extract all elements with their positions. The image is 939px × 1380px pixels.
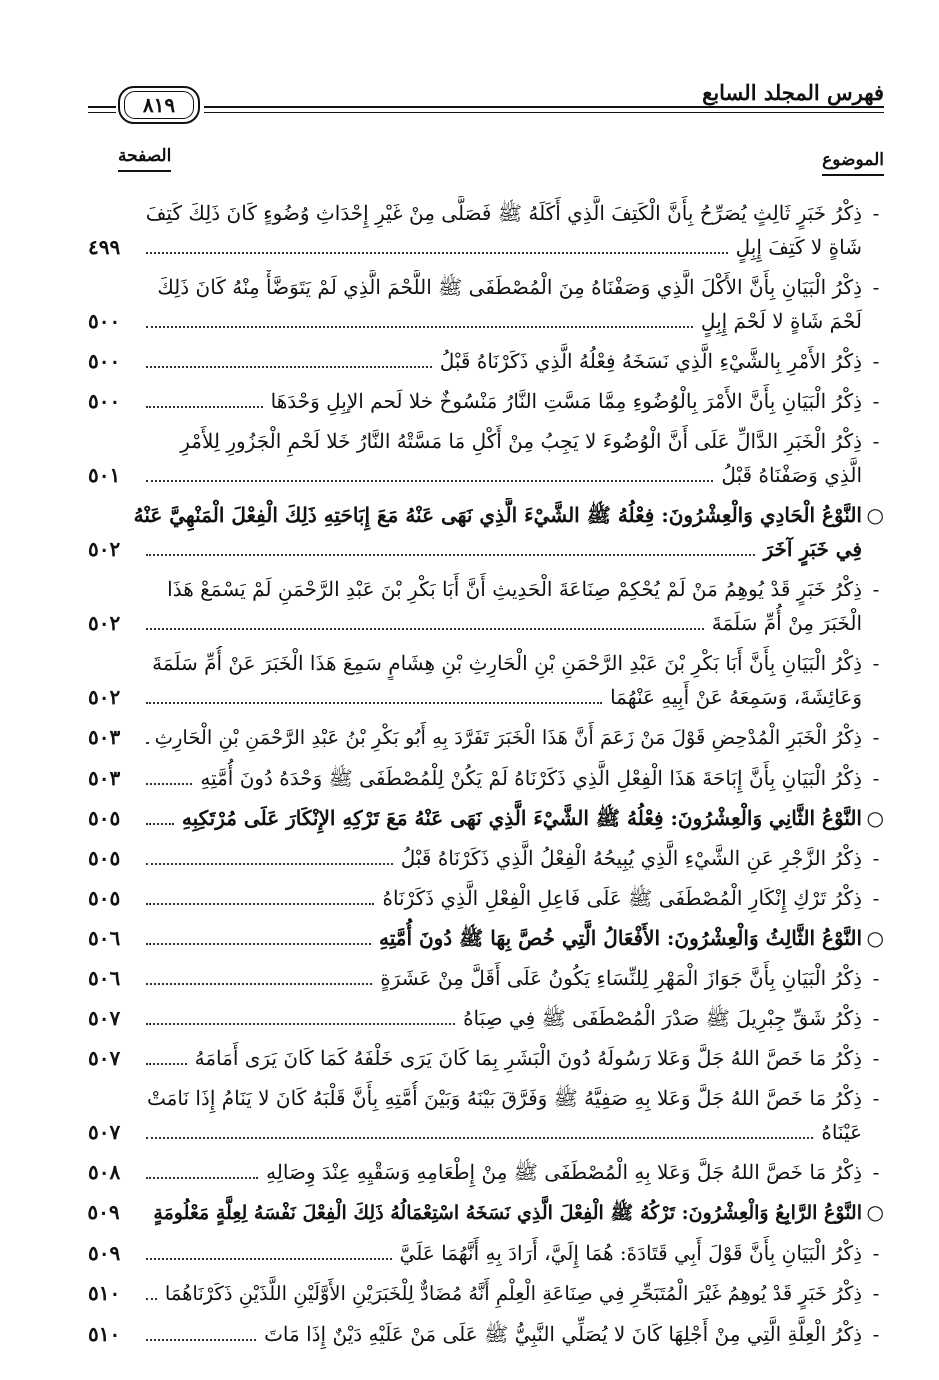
entry-text: النَّوْعُ الثَّالِثُ وَالْعِشْرُونَ: الأَفْعَالُ الَّتِي خُصَّ بِهَا ﷺ دُونَ أُمَّتِهِ: [378, 926, 862, 950]
dash-marker: -: [872, 651, 880, 675]
entry-page-number: ٥٠٦: [88, 926, 121, 950]
index-entry: [88, 961, 884, 995]
entry-page-number: ٥٠٢: [88, 685, 121, 709]
header-rule: [88, 106, 116, 108]
entry-text: ذِكْرُ شَقِّ جِبْرِيلَ ﷺ صَدْرَ الْمُصْطَفَى ﷺ فِي صِبَاهُ: [463, 1006, 862, 1030]
dash-marker: -: [872, 389, 880, 413]
header-rule: [204, 106, 884, 108]
entry-page-number: ٥٠٠: [88, 349, 121, 373]
index-entry: [88, 384, 884, 418]
dot-leader: [146, 251, 728, 254]
entry-text: ذِكْرُ خَبَرٍ قَدْ يُوهِمُ غَيْرَ الْمُتَبَحِّرِ فِي صِنَاعَةِ الْعِلْمِ أَنَّهُ مُضَادٌّ لِلْخَبَرَيْنِ الأَوَّلَيْنِ اللَّذَيْنِ ذَكَرْنَاهُمَا: [164, 1282, 862, 1305]
entry-page-number: ٥٠٩: [87, 1200, 120, 1224]
header-rule: [204, 112, 884, 113]
section-bullet-icon: ○: [866, 503, 884, 527]
entry-page-number: ٤٩٩: [88, 235, 121, 259]
section-bullet-icon: ○: [866, 806, 884, 830]
dot-leader: [146, 982, 372, 985]
dot-leader: [146, 701, 602, 704]
dot-leader: [146, 365, 432, 368]
dash-marker: -: [872, 1046, 880, 1070]
entry-text: النَّوْعُ الثَّانِي وَالْعِشْرُونَ: فِعْلُهُ ﷺ الشَّيْءَ الَّذِي نَهَى عَنْهُ مَعَ تَرْكِهِ الإِنْكَارَ عَلَى مُرْتَكِبِهِ: [181, 806, 862, 830]
dash-marker: -: [872, 966, 880, 990]
entry-page-number: ٥٠٩: [88, 1241, 121, 1265]
index-entry: [88, 646, 884, 714]
entry-text: ذِكْرُ الْبَيَانِ بِأَنَّ أَبَا بَكْرِ بْنَ عَبْدِ الرَّحْمَنِ بْنِ الْحَارِثِ بْنِ هِشَامٍ سَمِعَ هَذَا الْخَبَرَ عَنْ أُمِّ سَلَمَةَ: [152, 651, 862, 675]
dot-leader: [146, 325, 693, 328]
entry-text: ذِكْرُ خَبَرٍ قَدْ يُوهِمُ مَنْ لَمْ يُحْكِمْ صِنَاعَةَ الْحَدِيثِ أَنَّ أَبَا بَكْرِ بْنَ عَبْدِ الرَّحْمَنِ لَمْ يَسْمَعْ هَذَا: [167, 577, 862, 601]
index-entry: [88, 1081, 884, 1149]
index-entry: [88, 1155, 884, 1189]
dot-leader: [146, 1022, 455, 1025]
entry-page-number: ٥٠٢: [88, 537, 121, 561]
dash-marker: -: [872, 429, 880, 453]
entry-text: ذِكْرُ الْبَيَانِ بِأَنَّ جَوَازَ الْمَهْرِ لِلنِّسَاءِ يَكُونُ عَلَى أَقَلَّ مِنْ عَشَرَةٍ: [380, 966, 862, 990]
entry-text: ذِكْرُ مَا خَصَّ اللهُ جَلَّ وَعَلا رَسُولَهُ دُونَ الْبَشَرِ بِمَا كَانَ يَرَى خَلْفَهُ كَمَا كَانَ يَرَى أَمَامَهُ: [194, 1046, 862, 1070]
index-entry: [88, 761, 884, 795]
entry-page-number: ٥٠٢: [88, 611, 121, 635]
dash-marker: -: [872, 275, 880, 299]
dash-marker: -: [872, 886, 880, 910]
column-labels: [88, 146, 884, 186]
entry-page-number: ٥٠٧: [88, 1120, 121, 1144]
entry-text: ذِكْرُ الْبَيَانِ بِأَنَّ الأَمْرَ بِالْوُضُوءِ مِمَّا مَسَّتِ النَّارُ مَنْسُوخٌ خلا لَحم الإبِلِ وَحْدَهَا: [270, 389, 862, 413]
entry-text: ذِكْرُ الْبَيَانِ بِأَنَّ قَوْلَ أَبِي قَتَادَةَ: هُمَا إِلَيَّ، أَرَادَ بِهِ أَنَّهُمَا عَلَيَّ: [399, 1241, 862, 1265]
index-entry: [88, 572, 884, 640]
index-entry: [88, 881, 884, 915]
dash-marker: -: [872, 1322, 880, 1346]
index-section-entry: [88, 921, 884, 955]
index-entry: [88, 720, 884, 755]
dot-leader: [146, 822, 174, 825]
entry-page-number: ٥٠٦: [88, 966, 121, 990]
entry-text: لَحْمَ شَاةٍ لا لَحْمَ إِبِلٍ: [700, 309, 862, 333]
index-section-entry: [88, 801, 884, 835]
entry-text: ذِكْرُ تَرْكِ إِنْكَارِ الْمُصْطَفَى ﷺ عَلَى فَاعِلِ الْفِعْلِ الَّذِي ذَكَرْنَاهُ: [382, 886, 862, 910]
entry-text: وَعَائِشَةَ، وَسَمِعَهُ عَنْ أَبِيهِ عَنْهُمَا: [610, 685, 862, 709]
index-entry: [88, 1236, 884, 1270]
index-entry: [88, 1041, 884, 1075]
index-entry: [88, 270, 884, 338]
entry-text: فِي خَبَرٍ آخَرَ: [763, 537, 862, 561]
entry-text: النَّوْعُ الْحَادِي وَالْعِشْرُونَ: فِعْلُهُ ﷺ الشَّيْءَ الَّذِي نَهَى عَنْهُ مَعَ إِبَاحَتِهِ ذَلِكَ الْفِعْلَ الْمَنْهِيَّ عَنْهُ: [133, 503, 862, 527]
entry-page-number: ٥٠٥: [88, 846, 121, 870]
entry-page-number: ٥٠٧: [88, 1006, 121, 1030]
dot-leader: [146, 1176, 258, 1179]
dot-leader: [146, 902, 374, 905]
entry-text: ذِكْرُ الْبَيَانِ بِأَنَّ الأَكْلَ الَّذِي وَصَفْنَاهُ مِنَ الْمُصْطَفَى ﷺ اللَّحْمَ الَّذِي لَمْ يَتَوَضَّأْ مِنْهُ كَانَ ذَلِكَ: [157, 275, 862, 299]
entry-text: ذِكْرُ الْخَبَرِ الدَّالِّ عَلَى أَنَّ الْوُضُوءَ لا يَجِبُ مِنْ أَكْلِ مَا مَسَّتْهُ النَّارُ خَلا لَحْمِ الْجَزُورِ لِلأَمْرِ: [180, 429, 862, 453]
entry-text: عَيْنَاهُ: [821, 1120, 862, 1144]
entry-page-number: ٥٠٥: [88, 886, 121, 910]
entry-text: ذِكْرُ الزَّجْرِ عَنِ الشَّيْءِ الَّذِي يُبِيحُهُ الْفِعْلُ الَّذِي ذَكَرْنَاهُ قَبْلُ: [400, 846, 862, 870]
page-header: [88, 78, 884, 128]
dot-leader: [146, 1338, 256, 1341]
entry-text: ذِكْرُ مَا خَصَّ اللهُ جَلَّ وَعَلا بِهِ صَفِيَّهُ ﷺ وَفَرَّقَ بَيْنَهُ وَبَيْنَ أُمَّتِهِ بِأَنَّ قَلْبَهُ كَانَ لا يَنَامُ إِذَا نَامَتْ: [146, 1086, 862, 1110]
dash-marker: -: [872, 1160, 880, 1184]
dot-leader: [146, 782, 192, 785]
entry-page-number: ٥٠٠: [88, 389, 121, 413]
dash-marker: -: [872, 577, 880, 601]
dot-leader: [146, 627, 704, 630]
entry-text: ذِكْرُ الْخَبَرِ الْمُدْحِضِ قَوْلَ مَنْ زَعَمَ أَنَّ هَذَا الْخَبَرَ تَفَرَّدَ بِهِ أَبُو بَكْرِ بْنُ عَبْدِ الرَّحْمَنِ بْنِ الْحَارِثِ: [154, 726, 862, 749]
dash-marker: -: [872, 1241, 880, 1265]
entry-page-number: ٥١٠: [88, 1281, 121, 1305]
index-entry: [88, 424, 884, 492]
section-bullet-icon: ○: [866, 1200, 884, 1224]
entry-text: ذِكْرُ الْبَيَانِ بِأَنَّ إِبَاحَةَ هَذَا الْفِعْلِ الَّذِي ذَكَرْنَاهُ لَمْ يَكُنْ لِلْمُصْطَفَى ﷺ وَحْدَهُ دُونَ أُمَّتِهِ: [200, 766, 862, 790]
index-entry: [88, 344, 884, 378]
entry-page-number: ٥٠٥: [88, 806, 121, 830]
entry-text: ذِكْرُ الْعِلَّةِ الَّتِي مِنْ أَجْلِهَا كَانَ لا يُصَلِّي النَّبِيُّ ﷺ عَلَى مَنْ عَلَيْهِ دَيْنٌ إِذَا مَاتَ: [264, 1322, 862, 1346]
page-number: ٨١٩: [142, 93, 176, 117]
dash-marker: -: [872, 1006, 880, 1030]
index-entries: [88, 196, 884, 1357]
entry-text: الْخَبَرَ مِنْ أُمِّ سَلَمَةَ: [711, 611, 862, 635]
index-entry: [88, 1276, 884, 1311]
entry-page-number: ٥١٠: [88, 1322, 121, 1346]
index-section-entry: [88, 1195, 884, 1230]
entry-page-number: ٥٠١: [88, 463, 121, 487]
entry-page-number: ٥٠٣: [88, 766, 121, 790]
dash-marker: -: [872, 1086, 880, 1110]
dot-leader: [146, 479, 713, 482]
dash-marker: -: [872, 766, 880, 790]
dash-marker: -: [872, 1281, 880, 1305]
dot-leader: [146, 942, 371, 945]
entry-text: النَّوْعُ الرَّابِعُ وَالْعِشْرُونَ: تَرْكُهُ ﷺ الْفِعْلَ الَّذِي نَسَخَهُ اسْتِعْمَالُهُ ذَلِكَ الْفِعْلَ نَفْسَهُ لِعِلَّةٍ مَعْلُومَةٍ: [153, 1202, 862, 1224]
topic-column-label: الموضوع: [822, 150, 884, 176]
dot-leader: [146, 1136, 813, 1139]
dot-leader: [146, 553, 755, 556]
dash-marker: -: [872, 846, 880, 870]
section-bullet-icon: ○: [866, 926, 884, 950]
index-entry: [88, 841, 884, 875]
dot-leader: [146, 1257, 392, 1260]
entry-page-number: ٥٠٠: [88, 309, 121, 333]
dot-leader: [146, 1297, 157, 1300]
dash-marker: -: [872, 349, 880, 373]
page-column-label: الصفحة: [118, 146, 171, 172]
dot-leader: [146, 1062, 187, 1065]
entry-text: ذِكْرُ خَبَرٍ ثَالِثٍ يُصَرِّحُ بِأَنَّ الْكَتِفَ الَّذِي أَكَلَهُ ﷺ فَصَلَّى مِنْ غَيْرِ إِحْدَاثِ وُضُوءٍ كَانَ ذَلِكَ كَتِفَ: [145, 201, 862, 225]
header-rule: [88, 112, 116, 113]
dash-marker: -: [872, 725, 880, 749]
entry-text: ذِكْرُ مَا خَصَّ اللهُ جَلَّ وَعَلا بِهِ الْمُصْطَفَى ﷺ مِنْ إِطْعَامِهِ وَسَقْيِهِ عِنْدَ وِصَالِهِ: [266, 1160, 862, 1184]
index-title: فهرس المجلد السابع: [702, 80, 884, 105]
index-section-entry: [88, 498, 884, 566]
dot-leader: [146, 862, 393, 865]
dash-marker: -: [872, 201, 880, 225]
entry-text: شَاةٍ لا كَتِفَ إِبِلٍ: [735, 235, 862, 259]
entry-page-number: ٥٠٣: [88, 725, 121, 749]
entry-page-number: ٥٠٧: [88, 1046, 121, 1070]
entry-text: ذِكْرُ الأَمْرِ بِالشَّيْءِ الَّذِي نَسَخَهُ فِعْلُهُ الَّذِي ذَكَرْنَاهُ قَبْلُ: [439, 349, 862, 373]
index-entry: [88, 1317, 884, 1351]
page-number-box: [118, 86, 200, 124]
dot-leader: [146, 405, 263, 408]
dot-leader: [146, 741, 147, 744]
index-entry: [88, 196, 884, 264]
index-entry: [88, 1001, 884, 1035]
entry-page-number: ٥٠٨: [88, 1160, 121, 1184]
entry-text: الَّذِي وَصَفْنَاهُ قَبْلُ: [721, 463, 862, 487]
